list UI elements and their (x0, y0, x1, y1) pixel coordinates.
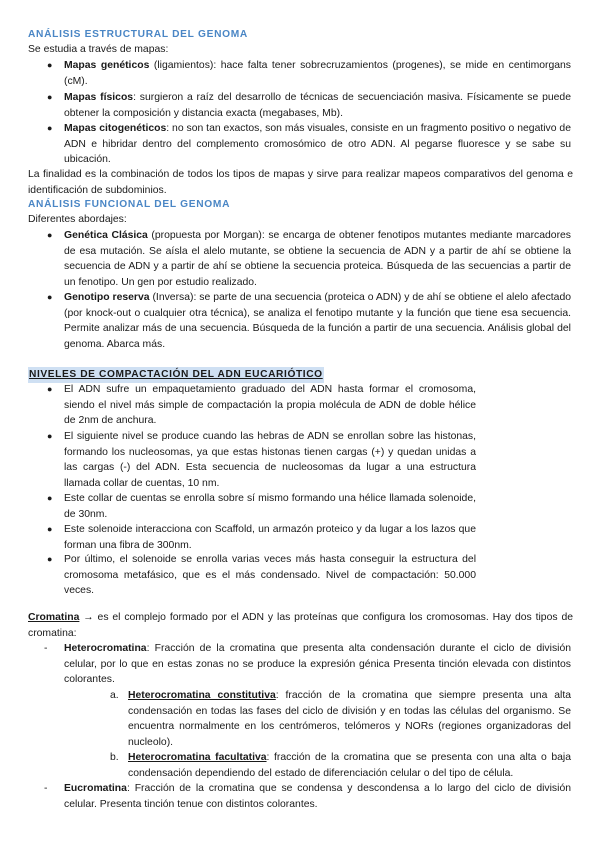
s4-sub-a (128, 688, 571, 750)
s4-eucromatina (64, 781, 571, 812)
s1-outro: La finalidad es la combinación de todos los tipos de mapas y sirve para realizar mapeos comparativos del genoma e identificación de subdominios. (28, 169, 573, 196)
heading-analisis-funcional: ANÁLISIS FUNCIONAL DEL GENOMA (28, 199, 231, 210)
sub-b-text: : fracción de la cromatina que se presenta con una alta o baja condensación dependiendo del estado de diferenciación celular o del tipo de célula. (128, 752, 571, 779)
bullet-icon: ● (47, 554, 53, 564)
s3-item-1: El ADN sufre un empaquetamiento graduado del ADN hasta formar el cromosoma, siendo el nivel más simple de compactación la propia molécula de ADN de doble hélice de 2nm de anchura. (64, 384, 476, 427)
s4-heterocromatina (64, 641, 571, 688)
dash-bullet-icon: - (44, 643, 48, 654)
s2-item-1-text: (propuesta por Morgan): se encarga de obtener fenotipos mutantes mediante marcadores de esa mutación. Se aísla el alelo mutante, se obtiene la secuencia de ADN y a partir de ahí se obtiene la secuencia de ADN y a partir de ahí se obtiene la secuencia proteica. Búsqueda de las secuencias a partir de un fenotipo. Un gen por estudio realizado. (64, 230, 571, 288)
s3-item-4: Este solenoide interacciona con Scaffold, un armazón proteico y da lugar a los lazos que forman una fibra de 300nm. (64, 524, 476, 551)
s1-item-3-text: : no son tan exactos, son más visuales, consiste en un fragmento positivo o negativo de ADN e hibridar dentro del complemento cromosómico de otro ADN. Al pegarse fluoresce y se sabe su ubicación. (64, 123, 571, 166)
bullet-icon: ● (47, 230, 53, 240)
s3-item-3: Este collar de cuentas se enrolla sobre sí mismo formando una hélice llamada solenoide, de 30nm. (64, 493, 476, 520)
s4-intro (28, 610, 573, 641)
s4-intro-text: → es el complejo formado por el ADN y las proteínas que configura los cromosomas. Hay dos tipos de cromatina: (28, 612, 573, 639)
sub-a-text: : fracción de la cromatina que siempre presenta una alta condensación en todas las fases del ciclo de división y en todas las células del organismo. Se encuentra normalmente en los centrómeros, telómeros y NORs (regiones organizadoras del nucleolo). (128, 690, 571, 748)
list-marker-b: b. (110, 752, 119, 763)
s2-item-2-term: Genotipo reserva (64, 292, 150, 303)
heading-analisis-estructural: ANÁLISIS ESTRUCTURAL DEL GENOMA (28, 29, 248, 40)
s2-item-1 (64, 228, 571, 290)
dash-bullet-icon: - (44, 783, 48, 794)
s2-item-2-text: (Inversa): se parte de una secuencia (proteica o ADN) y de ahí se obtiene el alelo afectado (por knock-out o cualquier otra técnica), se analiza el fenotipo mutante y la función que tiene esa secuencia. Permite analizar más de una secuencia. Búsqueda de la función a partir de una secuencia. Análisis global del genoma. Abarca más. (64, 292, 571, 350)
bullet-icon: ● (47, 384, 53, 394)
s1-item-2-text: : surgieron a raíz del desarrollo de técnicas de secuenciación masiva. Físicamente se puede obtener la composición y distancia exacta (megabases, Mb). (64, 92, 571, 119)
bullet-icon: ● (47, 292, 53, 302)
list-marker-a: a. (110, 690, 119, 701)
eucromatina-text: : Fracción de la cromatina que se condensa y descondensa a lo largo del ciclo de división celular. Presenta tinción tenue con distintos colorantes. (64, 783, 571, 810)
heading-niveles-compactacion: NIVELES DE COMPACTACIÓN DEL ADN EUCARIÓTICO (28, 367, 324, 383)
heterocromatina-text: : Fracción de la cromatina que presenta alta condensación durante el ciclo de división celular, por lo que en estas zonas no se produce la expresión génica Presenta tinción elevada con distintos colorantes. (64, 643, 571, 686)
s1-item-3 (64, 121, 571, 168)
s3-item-2: El siguiente nivel se produce cuando las hebras de ADN se enrollan sobre las histonas, formando los nucleosomas, ya que estas histonas tienen cargas (+) y quedan unidas a las cargas (-) del ADN. Esta secuencia de nucleosomas da lugar a una estructura llamada collar de cuentas, 10 nm. (64, 431, 476, 489)
s2-intro: Diferentes abordajes: (28, 214, 127, 225)
s1-item-2-term: Mapas físicos (64, 92, 134, 103)
s1-intro: Se estudia a través de mapas: (28, 44, 169, 55)
term-eucromatina: Eucromatina (64, 783, 127, 794)
term-heterocromatina-constitutiva: Heterocromatina constitutiva (128, 690, 276, 701)
bullet-icon: ● (47, 92, 53, 102)
bullet-icon: ● (47, 493, 53, 503)
s1-item-3-term: Mapas citogenéticos (64, 123, 167, 134)
term-heterocromatina: Heterocromatina (64, 643, 147, 654)
term-heterocromatina-facultativa: Heterocromatina facultativa (128, 752, 267, 763)
s2-item-2 (64, 290, 571, 352)
term-cromatina: Cromatina (28, 612, 80, 623)
s3-item-5: Por último, el solenoide se enrolla varias veces más hasta conseguir la estructura del cromosoma metafásico, que es el más condensado. Nivel de compactación: 50.000 veces. (64, 554, 476, 597)
s2-item-1-term: Genética Clásica (64, 230, 148, 241)
s1-item-1-text: (ligamientos): hace falta tener sobrecruzamientos (progenes), se mide en centimorgans (cM). (64, 60, 571, 87)
s1-item-1 (64, 58, 571, 89)
s1-item-1-term: Mapas genéticos (64, 60, 150, 71)
bullet-icon: ● (47, 123, 53, 133)
bullet-icon: ● (47, 60, 53, 70)
s1-item-2 (64, 90, 571, 121)
bullet-icon: ● (47, 524, 53, 534)
bullet-icon: ● (47, 431, 53, 441)
s4-sub-b (128, 750, 571, 781)
